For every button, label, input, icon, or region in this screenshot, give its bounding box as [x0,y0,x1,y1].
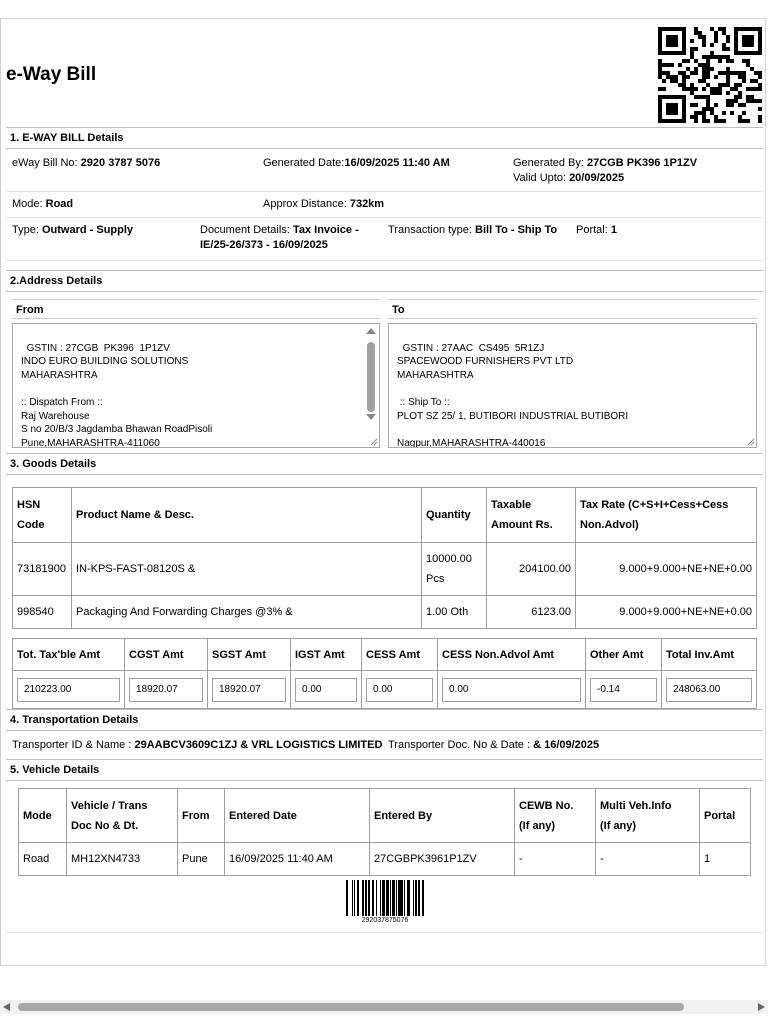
divider [6,260,763,261]
vehicle-header-cewb: CEWB No. (If any) [515,789,596,843]
vehicle-number: MH12XN4733 [67,843,178,876]
total-header: SGST Amt [208,639,291,671]
to-label: To [388,299,758,319]
to-address-text: GSTIN : 27AAC CS495 5R1ZJ SPACEWOOD FURNISHERS PVT LTD MAHARASHTRA :: Ship To :: PLOT SZ 25/ 1, BUTIBORI INDUSTRIAL BUTIBORI Nagpur,MAHARASHTRA-440016 [397,342,629,448]
vehicle-portal: 1 [700,843,751,876]
goods-tax-rate: 9.000+9.000+NE+NE+0.00 [576,596,757,629]
divider [6,932,763,933]
total-header: Other Amt [586,639,662,671]
section-heading-address: 2.Address Details [6,270,763,292]
from-address-text: GSTIN : 27CGB PK396 1P1ZV INDO EURO BUILDING SOLUTIONS MAHARASHTRA :: Dispatch From :: Raj Warehouse S no 20/B/3 Jagdamba Bhawan RoadPisoli Pune,MAHARASHTRA-411060 [21,342,213,448]
total-header: CGST Amt [125,639,208,671]
textarea-scrollbar[interactable] [365,326,377,422]
sgst-field[interactable]: 18920.07 [212,678,286,702]
section-heading-vehicle: 5. Vehicle Details [6,759,763,781]
totals-table [12,638,757,709]
transporter-doc: Transporter Doc. No & Date : & 16/09/2025 [388,739,600,751]
vehicle-entered-by: 27CGBPK3961P1ZV [370,843,515,876]
vehicle-entered-date: 16/09/2025 11:40 AM [225,843,370,876]
horizontal-scrollbar[interactable] [0,1000,768,1014]
cess-non-advol-field[interactable]: 0.00 [442,678,581,702]
total-header: Total Inv.Amt [662,639,757,671]
resize-grip-icon[interactable] [370,438,378,446]
resize-grip-icon[interactable] [747,438,755,446]
vehicle-header-portal: Portal [700,789,751,843]
divider [6,217,763,218]
goods-taxable: 204100.00 [487,543,576,596]
goods-header-product: Product Name & Desc. [72,488,422,543]
vehicle-multi: - [596,843,700,876]
goods-header-tax-rate: Tax Rate (C+S+I+Cess+Cess Non.Advol) [576,488,757,543]
ewb-number: eWay Bill No: 2920 3787 5076 [12,157,161,169]
vehicle-header-mode: Mode [19,789,67,843]
vehicle-from: Pune [178,843,225,876]
goods-tax-rate: 9.000+9.000+NE+NE+0.00 [576,543,757,596]
valid-upto: Valid Upto: 20/09/2025 [513,172,625,184]
section-heading-transport: 4. Transportation Details [6,709,763,731]
total-header: CESS Non.Advol Amt [438,639,586,671]
vehicle-header-vehicle: Vehicle / Trans Doc No & Dt. [67,789,178,843]
goods-product: Packaging And Forwarding Charges @3% & [72,596,422,629]
qr-code-icon [658,27,762,123]
vehicle-header-multi: Multi Veh.Info (If any) [596,789,700,843]
barcode-icon [346,880,424,916]
page-title: e-Way Bill [6,64,97,85]
total-header: IGST Amt [291,639,362,671]
goods-table [12,487,757,629]
other-amt-field[interactable]: -0.14 [590,678,657,702]
scroll-thumb[interactable] [18,1003,684,1011]
goods-header-taxable: Taxable Amount Rs. [487,488,576,543]
table-row [13,596,757,629]
vehicle-cewb: - [515,843,596,876]
goods-hsn: 998540 [13,596,72,629]
supply-type: Type: Outward - Supply [12,224,134,236]
goods-hsn: 73181900 [13,543,72,596]
table-row [13,543,757,596]
section-heading-ewb-details: 1. E-WAY BILL Details [6,127,763,149]
goods-taxable: 6123.00 [487,596,576,629]
from-address-textarea[interactable] [12,323,380,448]
barcode-number: 292037875076 [361,917,409,924]
vehicle-header-entered-date: Entered Date [225,789,370,843]
cgst-field[interactable]: 18920.07 [129,678,203,702]
vehicle-header-from: From [178,789,225,843]
approx-distance: Approx Distance: 732km [263,198,385,210]
goods-header-quantity: Quantity [422,488,487,543]
vehicle-table [18,788,751,876]
igst-field[interactable]: 0.00 [295,678,357,702]
generated-by: Generated By: 27CGB PK396 1P1ZV [513,157,698,169]
portal: Portal: 1 [576,224,617,236]
from-label: From [12,299,380,319]
goods-header-hsn: HSN Code [13,488,72,543]
goods-product: IN-KPS-FAST-08120S & [72,543,422,596]
divider [6,191,763,192]
mode: Mode: Road [12,198,74,210]
total-inv-field[interactable]: 248063.00 [666,678,752,702]
goods-quantity: 10000.00 Pcs [422,543,487,596]
to-address-textarea[interactable] [388,323,757,448]
document-details: Document Details: Tax Invoice - IE/25-26/373 - 16/09/2025 [200,224,359,251]
total-taxable-field[interactable]: 210223.00 [17,678,120,702]
section-heading-goods: 3. Goods Details [6,453,763,475]
table-row [19,843,751,876]
total-header: CESS Amt [362,639,438,671]
table-row [13,671,757,709]
goods-quantity: 1.00 Oth [422,596,487,629]
vehicle-header-entered-by: Entered By [370,789,515,843]
total-header: Tot. Tax'ble Amt [13,639,125,671]
generated-date: Generated Date:16/09/2025 11:40 AM [263,157,450,169]
cess-field[interactable]: 0.00 [366,678,433,702]
transaction-type: Transaction type: Bill To - Ship To [388,224,558,236]
vehicle-mode: Road [19,843,67,876]
transporter-id-name: Transporter ID & Name : 29AABCV3609C1ZJ & VRL LOGISTICS LIMITED [12,739,383,751]
